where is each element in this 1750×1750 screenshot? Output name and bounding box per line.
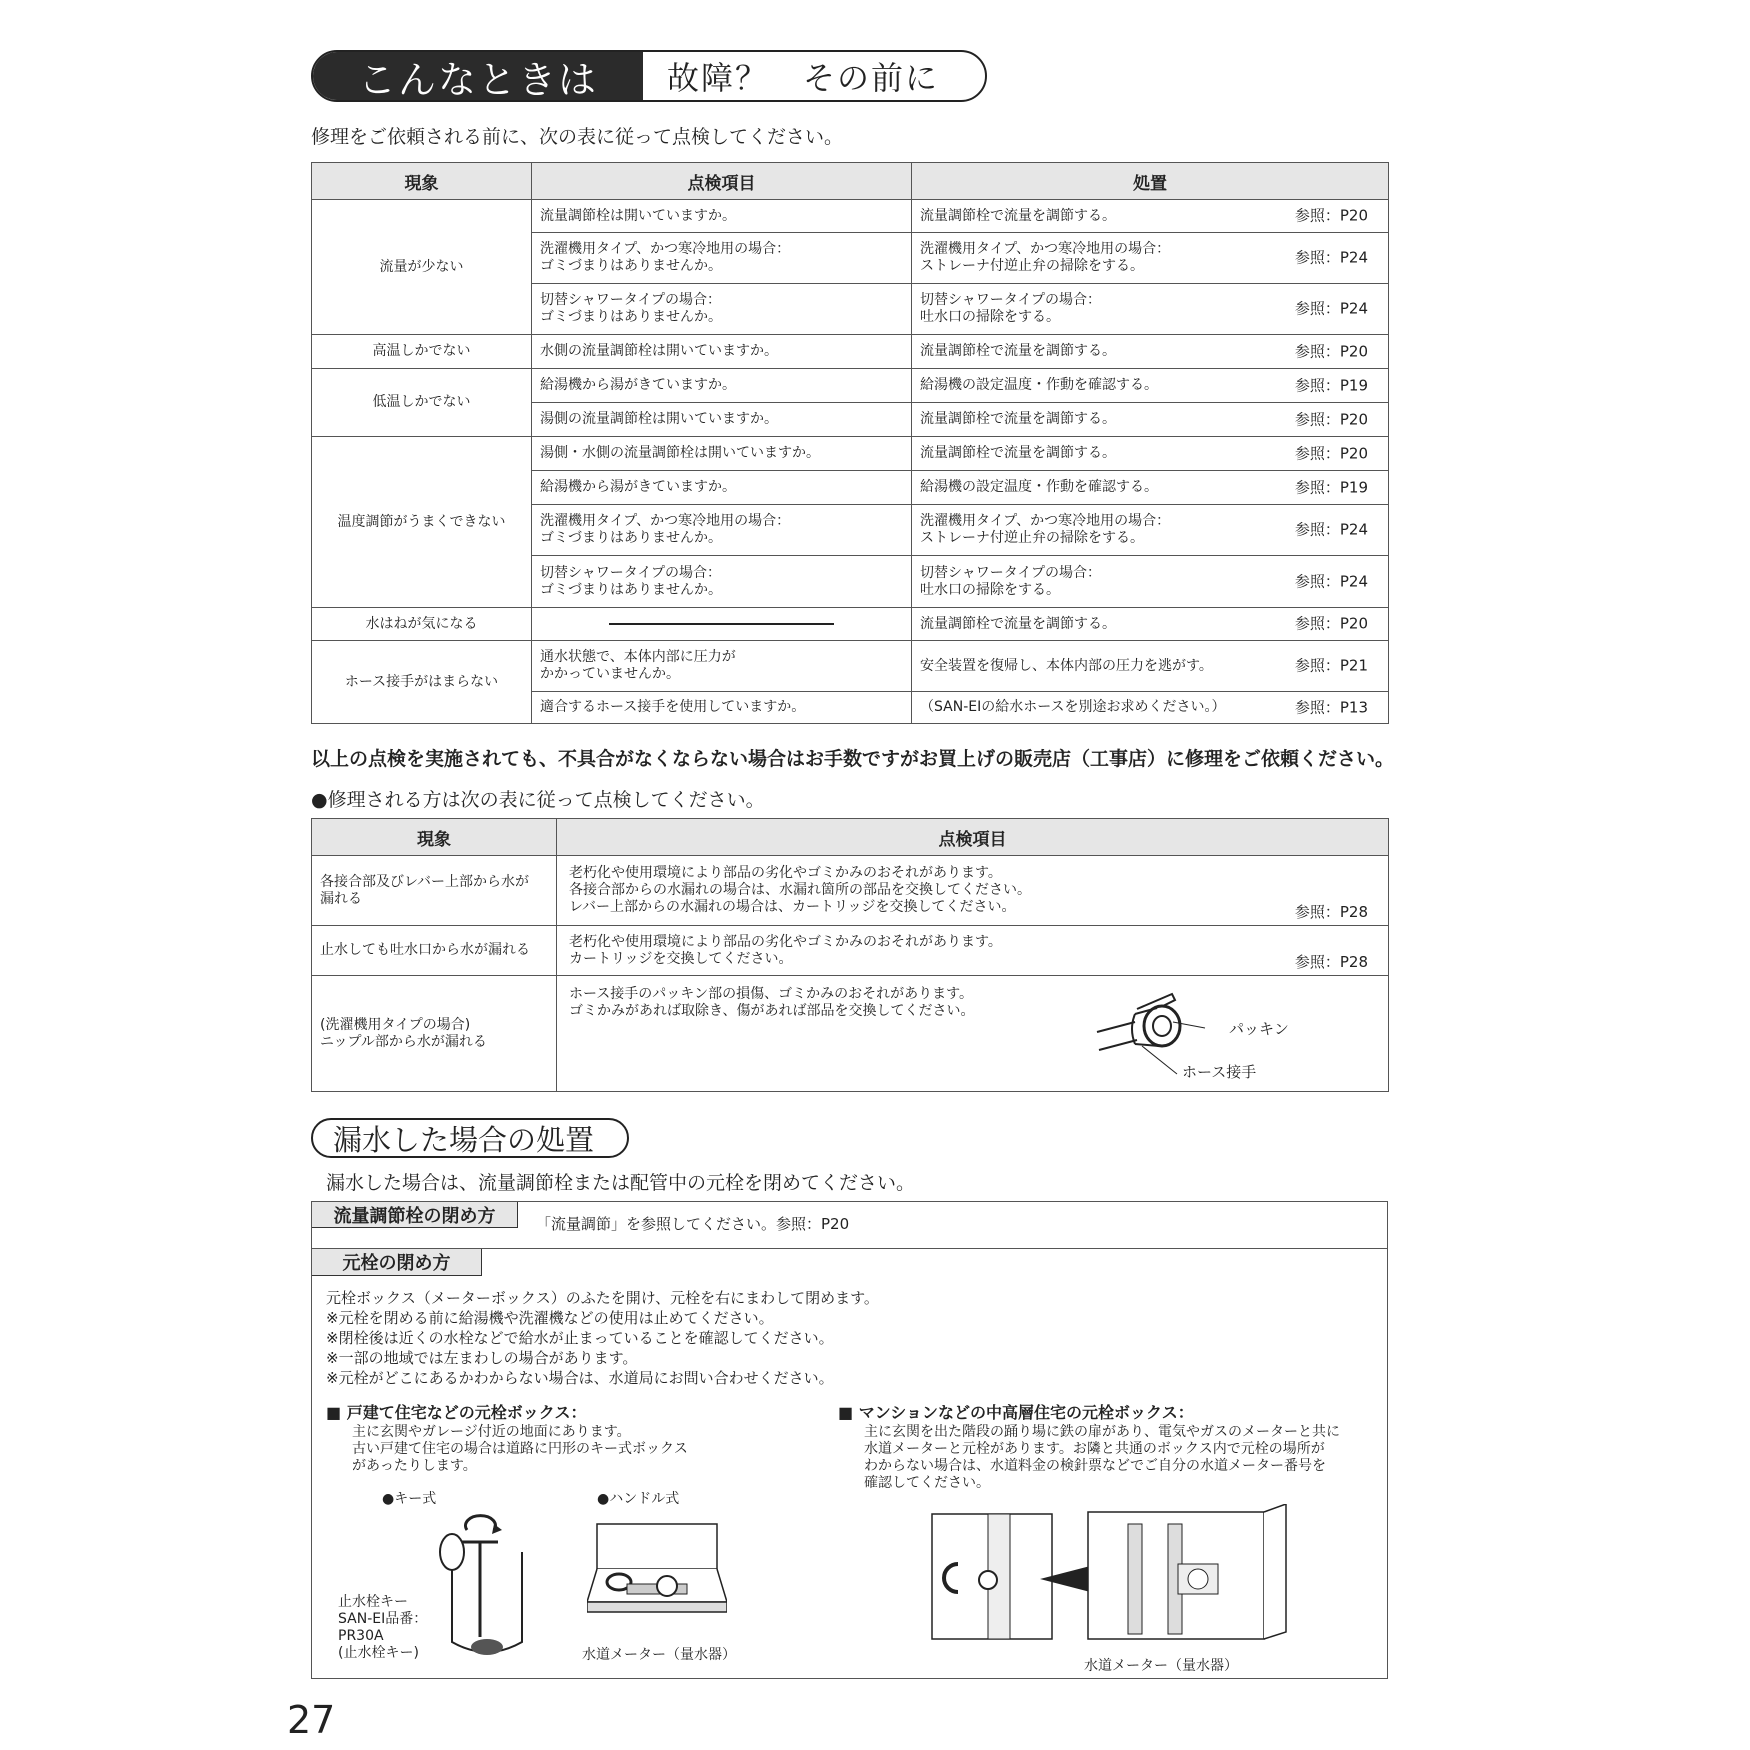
col-header: 点検項目 xyxy=(532,163,912,200)
troubleshoot-table xyxy=(311,162,1389,724)
action-text: （SAN-EIの給水ホースを別途お求めください。） xyxy=(920,699,1226,715)
reference: 参照：P21 xyxy=(1294,656,1368,675)
table-row xyxy=(312,200,1389,233)
reference: 参照：P20 xyxy=(1294,410,1368,428)
action-cell xyxy=(912,200,1389,233)
main-line: ※一部の地域では左まわしの場合があります。 xyxy=(326,1349,638,1367)
handle-label: ●ハンドル式 xyxy=(597,1491,680,1507)
check-cell: 流量調節栓は開いていますか。 xyxy=(532,200,912,233)
check-cell xyxy=(557,976,1389,1092)
flow-tag: 流量調節栓の閉め方 xyxy=(312,1202,518,1228)
reference: 参照：P19 xyxy=(1294,376,1368,394)
col-header: 処置 xyxy=(912,163,1389,200)
action-cell xyxy=(912,556,1389,608)
symptom-cell: 水はねが気になる xyxy=(312,608,532,641)
house-text: 主に玄関やガレージ付近の地面にあります。 古い戸建て住宅の場合は道路に円形のキー式ボックス があったりします。 xyxy=(352,1424,688,1474)
key-box-illustration xyxy=(432,1512,542,1662)
main-line: ※元栓を閉める前に給湯機や洗濯機などの使用は止めてください。 xyxy=(326,1309,774,1327)
check-cell xyxy=(532,233,912,284)
main-line: ※閉栓後は近くの水栓などで給水が止まっていることを確認してください。 xyxy=(326,1329,834,1347)
meter-caption: 水道メーター（量水器） xyxy=(582,1647,736,1663)
action-text: 流量調節栓で流量を調節する。 xyxy=(920,445,1116,461)
action-cell xyxy=(912,641,1389,692)
check-cell xyxy=(532,284,912,335)
symptom-cell: 高温しかでない xyxy=(312,335,532,369)
check-text: 通水状態で、本体内部に圧力が かかっていませんか。 xyxy=(540,649,736,682)
reference: 参照：P24 xyxy=(1294,572,1368,590)
action-cell xyxy=(912,284,1389,335)
check-cell: 湯側の流量調節栓は開いていますか。 xyxy=(532,403,912,437)
hose-label: ホース接手 xyxy=(1182,1063,1257,1081)
page-number: 27 xyxy=(287,1698,336,1742)
mansion-title: ■ マンションなどの中高層住宅の元栓ボックス： xyxy=(838,1403,1194,1422)
action-text: 切替シャワータイプの場合： 吐水口の掃除をする。 xyxy=(920,564,1102,598)
col-header: 現象 xyxy=(312,819,557,856)
mansion-box-illustration xyxy=(928,1504,1288,1644)
action-text: 流量調節栓で流量を調節する。 xyxy=(920,207,1116,224)
action-cell xyxy=(912,369,1389,403)
col-header: 現象 xyxy=(312,163,532,200)
main-line: ※元栓がどこにあるかわからない場合は、水道局にお問い合わせください。 xyxy=(326,1369,834,1387)
reference: 参照：P20 xyxy=(1294,444,1368,462)
table-row xyxy=(312,335,1389,369)
mansion-caption: 水道メーター（量水器） xyxy=(1084,1658,1238,1674)
table-row xyxy=(312,608,1389,641)
action-text: 流量調節栓で流量を調節する。 xyxy=(920,343,1116,359)
repair-table xyxy=(311,818,1389,1092)
dash-line xyxy=(609,623,834,625)
leak-section-title: 漏水した場合の処置 xyxy=(311,1118,629,1158)
symptom-cell: ホース接手がはまらない xyxy=(312,641,532,724)
action-cell xyxy=(912,692,1389,724)
check-text: 老朽化や使用環境により部品の劣化やゴミかみのおそれがあります。 各接合部からの水漏れの場合は、水漏れ箇所の部品を交換してください。 レバー上部からの水漏れの場合は、カートリッジを交換してください。 xyxy=(569,865,1031,915)
action-cell xyxy=(912,608,1389,641)
check-cell: 湯側・水側の流量調節栓は開いていますか。 xyxy=(532,437,912,471)
action-cell xyxy=(912,233,1389,284)
main-line: 元栓ボックス（メーターボックス）のふたを開け、元栓を右にまわして閉めます。 xyxy=(326,1289,879,1307)
leak-box xyxy=(311,1201,1388,1679)
reference: 参照：P28 xyxy=(1294,953,1368,971)
action-text: 流量調節栓で流量を調節する。 xyxy=(920,411,1116,427)
action-text: 給湯機の設定温度・作動を確認する。 xyxy=(920,377,1158,393)
symptom-cell: 流量が少ない xyxy=(312,200,532,335)
check-text: 切替シャワータイプの場合： ゴミづまりはありませんか。 xyxy=(540,292,722,325)
section-header xyxy=(311,50,987,102)
check-text: 洗濯機用タイプ、かつ寒冷地用の場合： ゴミづまりはありませんか。 xyxy=(540,241,791,274)
action-cell xyxy=(912,403,1389,437)
handle-box-illustration xyxy=(587,1522,727,1632)
reference: 参照：P13 xyxy=(1294,698,1368,716)
action-text: 洗濯機用タイプ、かつ寒冷地用の場合： ストレーナ付逆止弁の掃除をする。 xyxy=(920,241,1171,274)
action-cell xyxy=(912,437,1389,471)
key-caption: 止水栓キー SAN-EI品番： PR30A (止水栓キー) xyxy=(338,1594,428,1661)
check-cell: 給湯機から湯がきていますか。 xyxy=(532,471,912,505)
main-lines xyxy=(326,1288,879,1388)
reference: 参照：P19 xyxy=(1294,478,1368,496)
header-left: こんなときは xyxy=(313,52,643,100)
table-row xyxy=(312,641,1389,692)
house-title: ■ 戸建て住宅などの元栓ボックス： xyxy=(326,1403,587,1422)
table-row xyxy=(312,369,1389,403)
header-right: 故障？ その前に xyxy=(667,59,940,97)
col-header: 点検項目 xyxy=(557,819,1389,856)
flow-text: 「流量調節」を参照してください。参照：P20 xyxy=(536,1215,850,1233)
reference: 参照：P24 xyxy=(1294,248,1368,267)
action-cell xyxy=(912,505,1389,556)
action-text: 給湯機の設定温度・作動を確認する。 xyxy=(920,479,1158,495)
check-text: ホース接手のパッキン部の損傷、ゴミかみのおそれがあります。 ゴミかみがあれば取除き、傷があれば部品を交換してください。 xyxy=(569,986,975,1019)
reference: 参照：P20 xyxy=(1294,614,1368,633)
check-cell xyxy=(532,556,912,608)
table-row xyxy=(312,437,1389,471)
check-cell xyxy=(532,641,912,692)
action-text: 洗濯機用タイプ、かつ寒冷地用の場合： ストレーナ付逆止弁の掃除をする。 xyxy=(920,513,1171,546)
symptom-cell: 止水しても吐水口から水が漏れる xyxy=(312,926,557,976)
table-row xyxy=(312,856,1389,926)
packing-label: パッキン xyxy=(1229,1020,1289,1038)
check-cell-empty xyxy=(532,608,912,641)
symptom-cell xyxy=(312,856,557,926)
main-tag: 元栓の閉め方 xyxy=(312,1249,482,1276)
check-cell xyxy=(557,856,1389,926)
symptom-cell: 低温しかでない xyxy=(312,369,532,437)
action-text: 流量調節栓で流量を調節する。 xyxy=(920,615,1116,632)
mansion-text: 主に玄関を出た階段の踊り場に鉄の扉があり、電気やガスのメーターと共に 水道メーターと元栓があります。お隣と共通のボックス内で元栓の場所が わからない場合は、水道料金の検針票などでご自分の水道メーター番号を 確認してください。 xyxy=(864,1424,1340,1491)
reference: 参照：P28 xyxy=(1294,903,1368,921)
table-row xyxy=(312,976,1389,1092)
reference: 参照：P20 xyxy=(1294,206,1368,225)
check-text: 洗濯機用タイプ、かつ寒冷地用の場合： ゴミづまりはありませんか。 xyxy=(540,513,791,546)
intro-text: 修理をご依頼される前に、次の表に従って点検してください。 xyxy=(311,126,844,148)
symptom-text: (洗濯機用タイプの場合) ニップル部から水が漏れる xyxy=(320,1016,487,1050)
check-cell xyxy=(532,505,912,556)
repair-note: 以上の点検を実施されても、不具合がなくならない場合はお手数ですがお買上げの販売店（工事店）に修理をご依頼ください。 xyxy=(311,748,1395,770)
reference: 参照：P24 xyxy=(1294,520,1368,539)
check-cell xyxy=(557,926,1389,976)
action-text: 切替シャワータイプの場合： 吐水口の掃除をする。 xyxy=(920,292,1102,325)
repair-intro: ●修理される方は次の表に従って点検してください。 xyxy=(311,789,765,811)
leak-intro: 漏水した場合は、流量調節栓または配管中の元栓を閉めてください。 xyxy=(326,1172,916,1194)
check-cell: 給湯機から湯がきていますか。 xyxy=(532,369,912,403)
symptom-cell xyxy=(312,976,557,1092)
reference: 参照：P20 xyxy=(1294,342,1368,360)
check-text: 切替シャワータイプの場合： ゴミづまりはありませんか。 xyxy=(540,564,722,598)
check-text: 老朽化や使用環境により部品の劣化やゴミかみのおそれがあります。 カートリッジを交換してください。 xyxy=(569,933,1002,967)
action-text: 安全装置を復帰し、本体内部の圧力を逃がす。 xyxy=(920,657,1213,674)
table-row xyxy=(312,926,1389,976)
symptom-text: 各接合部及びレバー上部から水が 漏れる xyxy=(320,873,530,907)
check-cell: 水側の流量調節栓は開いていますか。 xyxy=(532,335,912,369)
check-cell: 適合するホース接手を使用していますか。 xyxy=(532,692,912,724)
symptom-cell: 温度調節がうまくできない xyxy=(312,437,532,608)
action-cell xyxy=(912,471,1389,505)
key-label: ●キー式 xyxy=(382,1491,437,1507)
reference: 参照：P24 xyxy=(1294,299,1368,318)
action-cell xyxy=(912,335,1389,369)
